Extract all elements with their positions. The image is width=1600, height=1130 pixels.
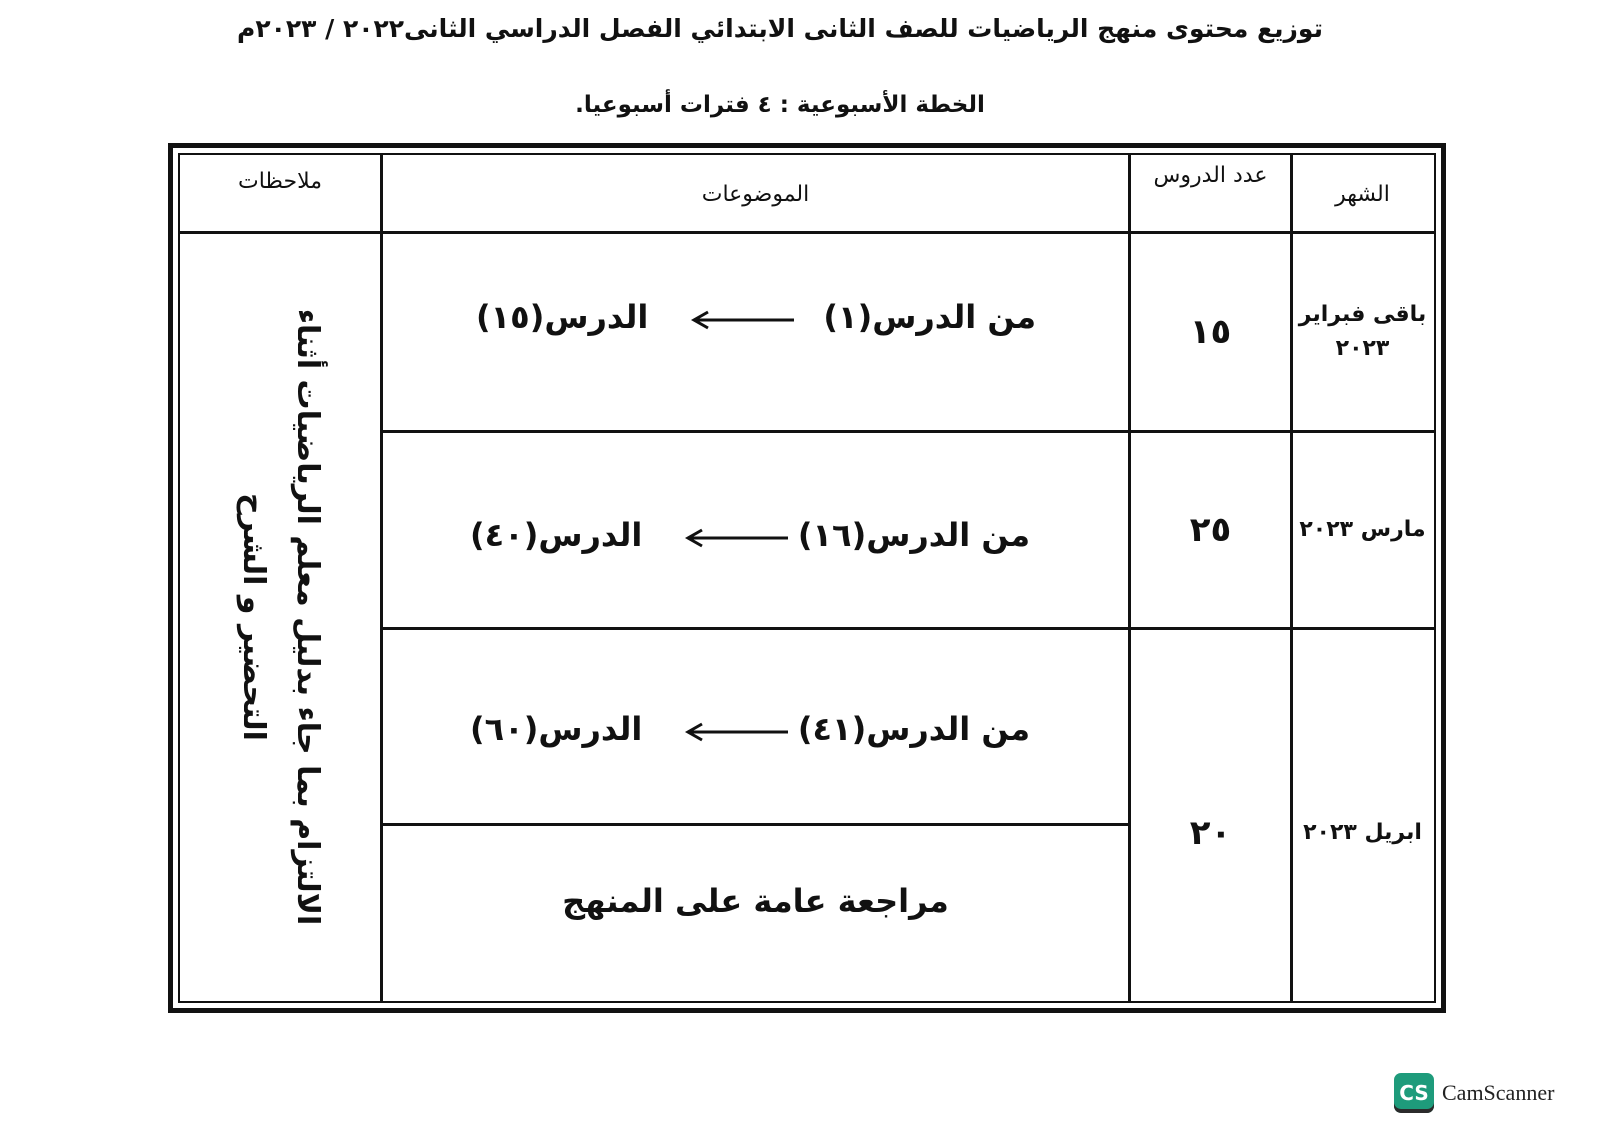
lesson-range: [380, 710, 1118, 770]
lesson-count-cell: ٢٠: [1189, 812, 1232, 853]
lesson-count-cell: ٢٥: [1189, 510, 1232, 550]
camscanner-name: CamScanner: [1442, 1080, 1555, 1105]
month-cell: ابريل ٢٠٢٣: [1303, 819, 1422, 845]
notes-text: الالتزام بما جاء بدليل معلم الرياضيات أثناء التحضير و الشرح: [236, 308, 325, 926]
title-text: توزيع محتوى منهج الرياضيات للصف الثانى الابتدائي الفصل الدراسي الثانى٢٠٢٢ / ٢٠٢٣م: [237, 14, 1323, 43]
general-review-cell: مراجعة عامة على المنهج: [562, 882, 949, 920]
camscanner-watermark: [1394, 1073, 1554, 1113]
range-to: الدرس(٦٠): [470, 710, 643, 748]
range-to: الدرس(١٥): [476, 298, 649, 336]
range-to: الدرس(٤٠): [470, 516, 643, 554]
camscanner-logo-icon: CS: [1394, 1073, 1434, 1113]
month-cell: باقى فبراير ٢٠٢٣: [1298, 302, 1427, 361]
curriculum-table: [168, 143, 1446, 1013]
arrow-left-icon: [688, 310, 798, 330]
table-inner: [178, 153, 1436, 1003]
header-topics: الموضوعات: [701, 181, 810, 207]
lesson-range: [386, 298, 1124, 358]
range-from: من الدرس(٤١): [797, 710, 1030, 748]
lesson-count-cell: ١٥: [1189, 312, 1232, 352]
arrow-left-icon: [682, 528, 792, 548]
header-month: الشهر: [1335, 181, 1390, 207]
range-from: من الدرس(١٦): [797, 516, 1030, 554]
month-cell: مارس ٢٠٢٣: [1299, 517, 1426, 542]
weekly-plan-subtitle: الخطة الأسبوعية : ٤ فترات أسبوعيا.: [575, 92, 985, 118]
notes-cell: [180, 233, 380, 1001]
header-lesson-count: عدد الدروس: [1153, 163, 1268, 188]
arrow-left-icon: [682, 722, 792, 742]
lesson-range: [380, 516, 1118, 576]
range-from: من الدرس(١): [823, 298, 1036, 336]
header-notes: ملاحظات: [238, 169, 322, 194]
